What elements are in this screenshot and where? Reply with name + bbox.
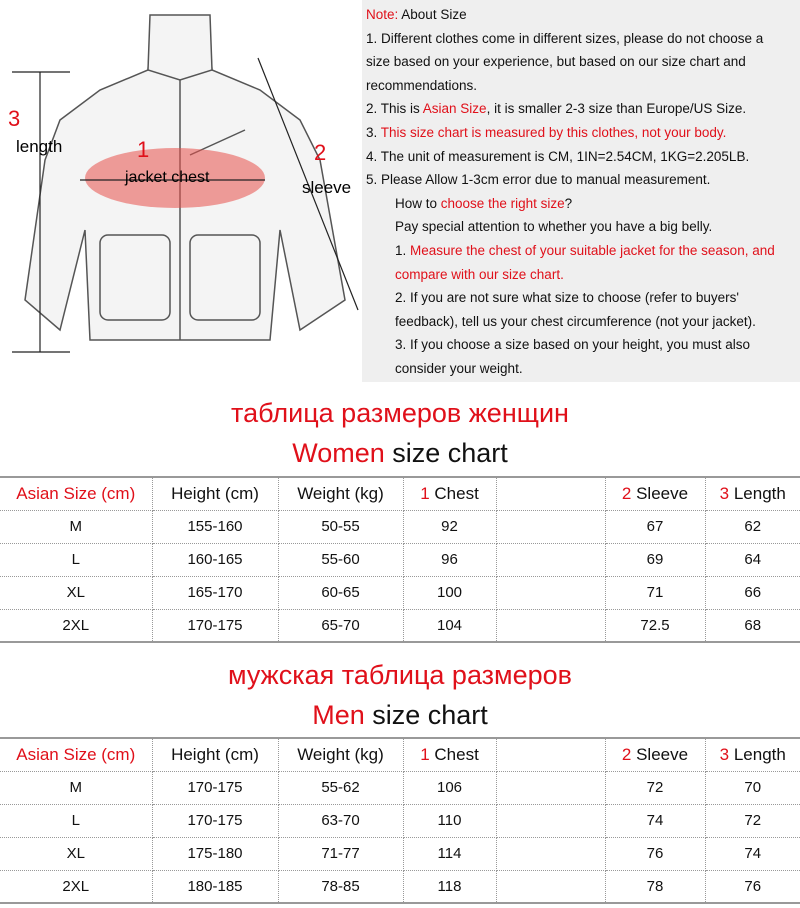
note-line: 2. If you are not sure what size to choose (refer to buyers' bbox=[395, 290, 739, 306]
cell: 96 bbox=[403, 543, 496, 576]
table-row bbox=[0, 576, 800, 609]
cell: L bbox=[0, 543, 152, 576]
t: Women bbox=[292, 438, 385, 468]
note-line: 4. The unit of measurement is CM, 1IN=2.54CM, 1KG=2.205LB. bbox=[366, 148, 750, 164]
header-size: Asian Size (cm) bbox=[0, 477, 152, 510]
cell: 74 bbox=[605, 804, 705, 837]
size-note-panel bbox=[362, 0, 800, 382]
table-row bbox=[0, 771, 800, 804]
t: This size chart is measured by this clothes, not your body. bbox=[380, 124, 727, 140]
t: How to bbox=[395, 195, 441, 211]
cell: 100 bbox=[403, 576, 496, 609]
cell: 63-70 bbox=[278, 804, 403, 837]
t: Chest bbox=[429, 483, 479, 503]
t: size chart bbox=[364, 700, 488, 730]
cell: 55-60 bbox=[278, 543, 403, 576]
length-label: length bbox=[16, 137, 63, 156]
note-line: recommendations. bbox=[366, 77, 478, 93]
cell: 69 bbox=[605, 543, 705, 576]
t: Length bbox=[729, 744, 786, 764]
cell: M bbox=[0, 771, 152, 804]
t: , it is smaller 2-3 size than Europe/US Size. bbox=[486, 101, 747, 117]
women-title bbox=[0, 438, 800, 469]
note-line: size based on your experience, but based on our size chart and bbox=[366, 54, 746, 70]
header-sleeve bbox=[605, 738, 705, 771]
t: Chest bbox=[429, 744, 479, 764]
t: 1. bbox=[395, 242, 411, 258]
header-weight: Weight (kg) bbox=[278, 477, 403, 510]
men-size-table bbox=[0, 737, 800, 904]
t: 3 bbox=[719, 744, 730, 764]
empty-cell bbox=[496, 771, 605, 804]
empty-cell bbox=[496, 804, 605, 837]
note-title bbox=[366, 3, 800, 27]
jacket-illustration bbox=[0, 0, 362, 382]
cell: 170-175 bbox=[152, 771, 278, 804]
cell: 114 bbox=[403, 837, 496, 870]
note-line bbox=[366, 239, 800, 263]
t: 1 bbox=[420, 483, 430, 503]
t: 2. This is bbox=[366, 101, 423, 117]
chest-number: 1 bbox=[137, 137, 150, 162]
empty-cell bbox=[496, 510, 605, 543]
cell: 170-175 bbox=[152, 609, 278, 642]
cell: 76 bbox=[705, 870, 800, 903]
empty-cell bbox=[496, 543, 605, 576]
note-line: consider your weight. bbox=[395, 360, 523, 376]
length-number: 3 bbox=[8, 106, 21, 131]
cell: 62 bbox=[705, 510, 800, 543]
sleeve-label: sleeve bbox=[302, 178, 352, 197]
header-row bbox=[0, 477, 800, 510]
note-prefix: Note: bbox=[366, 7, 399, 22]
header-row bbox=[0, 738, 800, 771]
table-row bbox=[0, 543, 800, 576]
cell: 76 bbox=[605, 837, 705, 870]
note-title-text: About Size bbox=[398, 7, 467, 22]
cell: 78-85 bbox=[278, 870, 403, 903]
sleeve-number: 2 bbox=[314, 140, 327, 165]
t: Asian Size bbox=[422, 101, 487, 117]
cell: 50-55 bbox=[278, 510, 403, 543]
cell: 78 bbox=[605, 870, 705, 903]
cell: 155-160 bbox=[152, 510, 278, 543]
cell: 70 bbox=[705, 771, 800, 804]
cell: 106 bbox=[403, 771, 496, 804]
header-length bbox=[705, 738, 800, 771]
cell: 65-70 bbox=[278, 609, 403, 642]
header-sleeve bbox=[605, 477, 705, 510]
cell: 71 bbox=[605, 576, 705, 609]
cell: 66 bbox=[705, 576, 800, 609]
note-line: compare with our size chart. bbox=[395, 266, 564, 282]
table-row bbox=[0, 837, 800, 870]
note-line: 1. Different clothes come in different sizes, please do not choose a bbox=[366, 30, 764, 46]
cell: 72 bbox=[705, 804, 800, 837]
cell: XL bbox=[0, 576, 152, 609]
empty-cell bbox=[496, 477, 605, 510]
t: Measure the chest of your suitable jacket for the season, and bbox=[410, 242, 775, 258]
women-size-table bbox=[0, 476, 800, 643]
t: 1 bbox=[420, 744, 430, 764]
cell: 92 bbox=[403, 510, 496, 543]
cell: 72.5 bbox=[605, 609, 705, 642]
cell: L bbox=[0, 804, 152, 837]
men-title bbox=[0, 700, 800, 731]
cell: 170-175 bbox=[152, 804, 278, 837]
t: 2 bbox=[621, 744, 632, 764]
chest-label: jacket chest bbox=[125, 169, 210, 186]
cell: 2XL bbox=[0, 870, 152, 903]
t: Men bbox=[312, 700, 365, 730]
cell: 160-165 bbox=[152, 543, 278, 576]
cell: 118 bbox=[403, 870, 496, 903]
t: Sleeve bbox=[631, 744, 689, 764]
t: Sleeve bbox=[631, 483, 689, 503]
note-line: 5. Please Allow 1-3cm error due to manual measurement. bbox=[366, 172, 711, 188]
cell: 71-77 bbox=[278, 837, 403, 870]
cell: 180-185 bbox=[152, 870, 278, 903]
cell: 175-180 bbox=[152, 837, 278, 870]
header-weight: Weight (kg) bbox=[278, 738, 403, 771]
cell: 67 bbox=[605, 510, 705, 543]
cell: 74 bbox=[705, 837, 800, 870]
men-russian-title: мужская таблица размеров bbox=[228, 660, 572, 690]
t: Length bbox=[729, 483, 786, 503]
table-row bbox=[0, 870, 800, 903]
cell: 60-65 bbox=[278, 576, 403, 609]
note-line: Pay special attention to whether you have a big belly. bbox=[395, 219, 713, 235]
women-russian-title: таблица размеров женщин bbox=[231, 398, 569, 428]
empty-cell bbox=[496, 576, 605, 609]
header-height: Height (cm) bbox=[152, 477, 278, 510]
cell: 110 bbox=[403, 804, 496, 837]
note-line: feedback), tell us your chest circumference (not your jacket). bbox=[395, 313, 756, 329]
table-row bbox=[0, 510, 800, 543]
cell: 165-170 bbox=[152, 576, 278, 609]
empty-cell bbox=[496, 837, 605, 870]
jacket-drawing bbox=[0, 0, 362, 382]
empty-cell bbox=[496, 738, 605, 771]
note-line bbox=[366, 121, 800, 145]
t: ? bbox=[564, 195, 573, 211]
header-size: Asian Size (cm) bbox=[0, 738, 152, 771]
empty-cell bbox=[496, 870, 605, 903]
cell: 72 bbox=[605, 771, 705, 804]
header-height: Height (cm) bbox=[152, 738, 278, 771]
header-chest bbox=[403, 477, 496, 510]
t: 3. bbox=[366, 124, 381, 140]
cell: XL bbox=[0, 837, 152, 870]
note-line bbox=[366, 192, 800, 216]
cell: 64 bbox=[705, 543, 800, 576]
t: choose the right size bbox=[440, 195, 565, 211]
cell: 104 bbox=[403, 609, 496, 642]
t: 3 bbox=[719, 483, 730, 503]
t: 2 bbox=[621, 483, 632, 503]
cell: M bbox=[0, 510, 152, 543]
t: size chart bbox=[384, 438, 508, 468]
cell: 68 bbox=[705, 609, 800, 642]
table-row bbox=[0, 609, 800, 642]
header-length bbox=[705, 477, 800, 510]
cell: 2XL bbox=[0, 609, 152, 642]
note-line bbox=[366, 97, 800, 121]
cell: 55-62 bbox=[278, 771, 403, 804]
note-line: 3. If you choose a size based on your height, you must also bbox=[395, 337, 750, 353]
empty-cell bbox=[496, 609, 605, 642]
header-chest bbox=[403, 738, 496, 771]
table-row bbox=[0, 804, 800, 837]
